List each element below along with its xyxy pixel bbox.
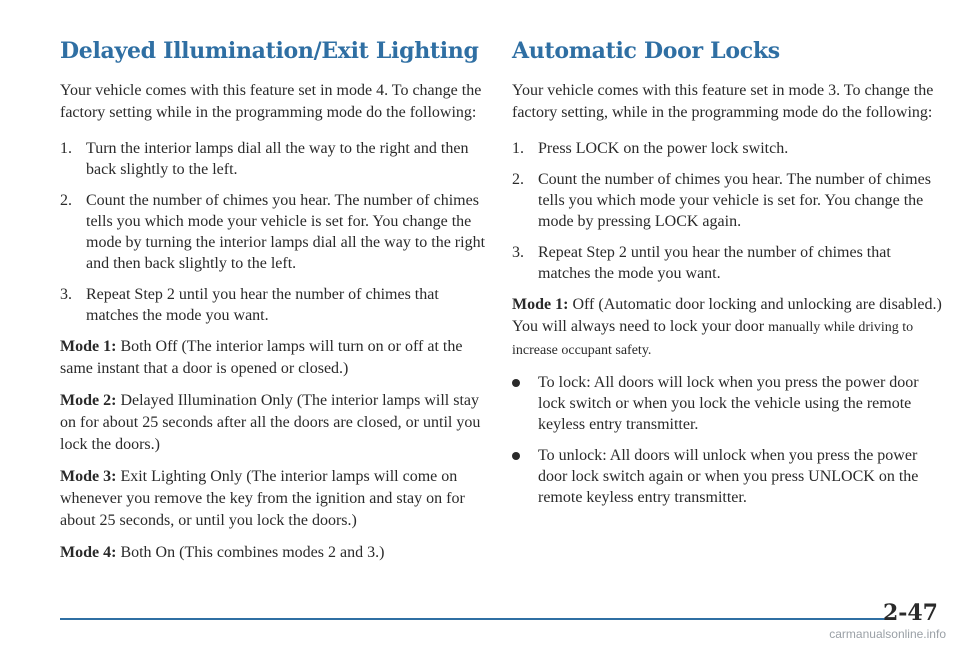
mode-label: Mode 4: <box>60 544 117 561</box>
step-number: 3. <box>60 286 72 303</box>
bullet-icon <box>512 452 520 460</box>
mode-text: Both On (This combines modes 2 and 3.) <box>120 544 385 561</box>
mode-text-small: manually while driving to increase occupant safety. <box>512 320 914 358</box>
list-item <box>60 190 490 274</box>
step-text: Repeat Step 2 until you hear the number of chimes that matches the mode you want. <box>538 244 891 282</box>
intro-paragraph: Your vehicle comes with this feature set in mode 4. To change the factory setting while in the programming mode do the following: <box>60 82 482 121</box>
list-item <box>512 372 942 435</box>
bullet-text: To unlock: All doors will unlock when you press the power door lock switch again or when you press UNLOCK on the remote keyless entry transmitter. <box>538 447 919 506</box>
step-number: 1. <box>60 140 72 157</box>
mode-2-paragraph <box>60 390 490 456</box>
bullet-icon <box>512 379 520 387</box>
intro-paragraph: Your vehicle comes with this feature set in mode 3. To change the factory setting, while in the programming mode do the following: <box>512 82 934 121</box>
mode-text: Exit Lighting Only (The interior lamps will come on whenever you remove the key from the ignition and stay on for about 25 seconds, or until you lock the doors.) <box>60 468 465 529</box>
step-text: Repeat Step 2 until you hear the number of chimes that matches the mode you want. <box>86 286 439 324</box>
mode-label: Mode 2: <box>60 392 117 409</box>
right-column <box>512 38 942 518</box>
step-number: 2. <box>512 171 524 188</box>
list-item <box>60 138 490 180</box>
mode-1-paragraph <box>60 336 490 380</box>
step-text: Press LOCK on the power lock switch. <box>538 140 789 157</box>
step-number: 3. <box>512 244 524 261</box>
mode-4-paragraph <box>60 542 490 564</box>
list-item <box>512 169 942 232</box>
left-column <box>60 38 490 574</box>
page-number: 2-47 <box>882 600 938 626</box>
section-title-delayed-illumination: Delayed Illumination/Exit Lighting <box>60 38 479 64</box>
bullet-list <box>512 372 942 508</box>
step-text: Turn the interior lamps dial all the way to the right and then back slightly to the left. <box>86 140 469 178</box>
mode-label: Mode 3: <box>60 468 117 485</box>
mode-text: Off (Automatic door locking and unlocking are disabled.) You will always need to lock your door <box>512 296 942 335</box>
list-item <box>60 284 490 326</box>
mode-text: Delayed Illumination Only (The interior lamps will stay on for about 25 seconds after all the doors are closed, or until you lock the doors.) <box>60 392 481 453</box>
mode-label: Mode 1: <box>60 338 117 355</box>
list-item <box>512 138 942 159</box>
bullet-text: To lock: All doors will lock when you press the power door lock switch or when you lock the vehicle using the remote keyless entry transmitter. <box>538 374 919 433</box>
steps-list <box>60 138 490 326</box>
step-text: Count the number of chimes you hear. The number of chimes tells you which mode your vehicle is set for. You change the mode by pressing LOCK again. <box>538 171 931 230</box>
footer-rule <box>60 618 890 620</box>
step-text: Count the number of chimes you hear. The number of chimes tells you which mode your vehicle is set for. You change the mode by turning the interior lamps dial all the way to the right and then back slightly to the left. <box>86 192 486 272</box>
list-item <box>512 445 942 508</box>
list-item <box>512 242 942 284</box>
watermark: carmanualsonline.info <box>829 627 946 641</box>
mode-text: Both Off (The interior lamps will turn on or off at the same instant that a door is opened or closed.) <box>60 338 463 377</box>
steps-list <box>512 138 942 284</box>
mode-1-paragraph <box>512 294 942 362</box>
section-title-automatic-door-locks: Automatic Door Locks <box>512 38 780 64</box>
mode-3-paragraph <box>60 466 490 532</box>
step-number: 2. <box>60 192 72 209</box>
step-number: 1. <box>512 140 524 157</box>
mode-label: Mode 1: <box>512 296 569 313</box>
